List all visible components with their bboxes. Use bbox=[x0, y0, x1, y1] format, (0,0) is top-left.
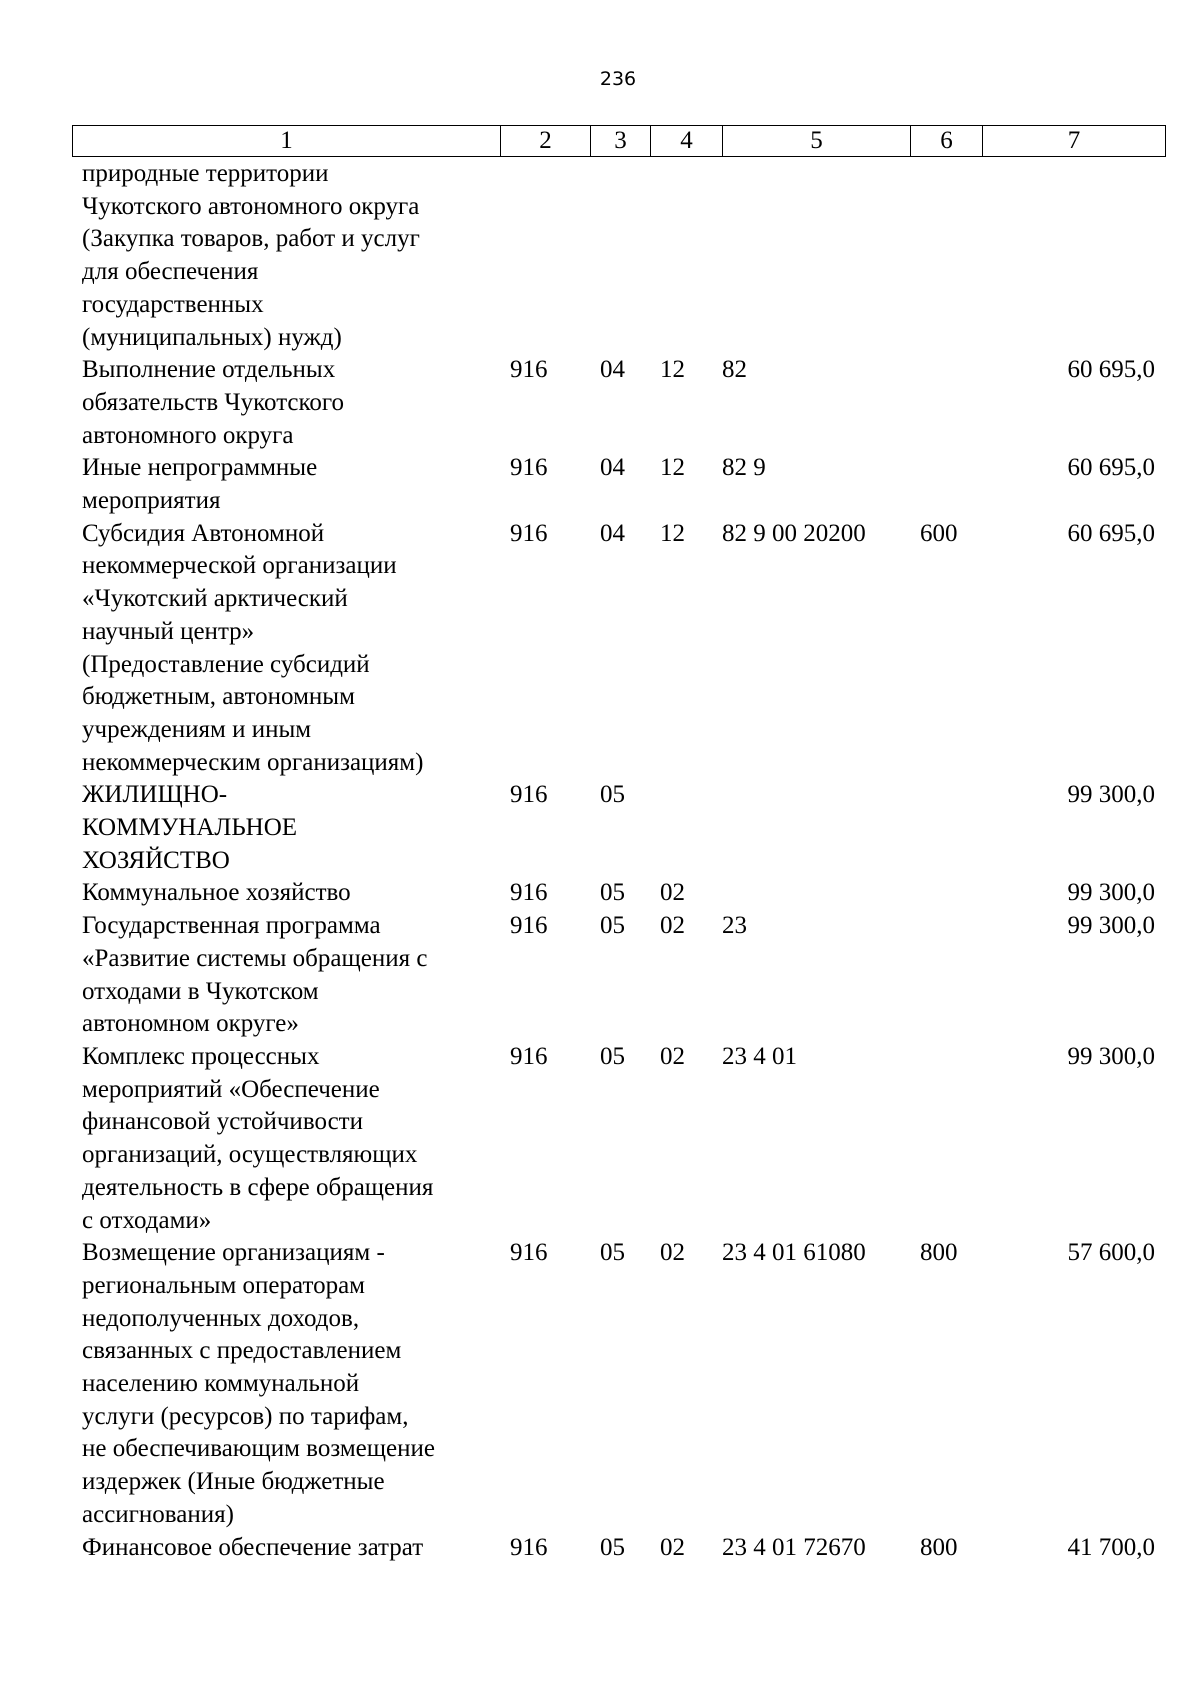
code-ministry: 916 bbox=[510, 781, 548, 809]
code-target: 82 bbox=[722, 356, 747, 384]
item-name: Иные непрограммные мероприятия bbox=[82, 454, 318, 515]
code-subsection bbox=[650, 779, 722, 877]
table-row bbox=[72, 910, 1165, 1041]
amount: 57 600,0 bbox=[1067, 1239, 1155, 1267]
code-section: 04 bbox=[600, 519, 625, 547]
code-target bbox=[722, 779, 910, 877]
amount bbox=[982, 158, 1165, 354]
code-target bbox=[722, 158, 910, 354]
column-header-table bbox=[72, 125, 1166, 157]
code-target: 82 9 bbox=[722, 454, 766, 482]
code-target: 82 9 00 20200 bbox=[722, 519, 866, 547]
code-subsection bbox=[650, 158, 722, 354]
table-row bbox=[72, 518, 1165, 780]
amount: 99 300,0 bbox=[1067, 912, 1155, 940]
item-name: Возмещение организациям - региональным операторам недополученных доходов, связанных с предоставлением населению коммунальной услуги (ресурсов) по тарифам, не обеспечивающим возмещение издержек (Иные бюджетные ассигнования) bbox=[82, 1239, 435, 1528]
item-name: Выполнение отдельных обязательств Чукотского автономного округа bbox=[82, 356, 345, 449]
code-expense-type bbox=[910, 354, 982, 452]
code-expense-type: 800 bbox=[920, 1533, 958, 1561]
item-name: Комплекс процессных мероприятий «Обеспечение финансовой устойчивости организаций, осуществляющих деятельность в сфере обращения с отходами» bbox=[82, 1042, 434, 1234]
code-subsection: 02 bbox=[660, 879, 685, 907]
code-expense-type: 600 bbox=[920, 519, 958, 547]
column-header: 1 bbox=[73, 126, 501, 157]
table-row bbox=[72, 1237, 1165, 1531]
code-target bbox=[722, 877, 910, 910]
table-row bbox=[72, 354, 1165, 452]
code-subsection: 12 bbox=[660, 356, 685, 384]
code-section: 04 bbox=[600, 454, 625, 482]
code-ministry: 916 bbox=[510, 1533, 548, 1561]
amount: 99 300,0 bbox=[1067, 1042, 1155, 1070]
code-expense-type bbox=[910, 877, 982, 910]
code-ministry: 916 bbox=[510, 454, 548, 482]
code-target: 23 4 01 72670 bbox=[722, 1533, 866, 1561]
column-header: 4 bbox=[651, 126, 723, 157]
column-header: 7 bbox=[983, 126, 1166, 157]
code-subsection: 02 bbox=[660, 1533, 685, 1561]
code-target: 23 4 01 61080 bbox=[722, 1239, 866, 1267]
column-header: 6 bbox=[911, 126, 983, 157]
item-name: Субсидия Автономной некоммерческой организации «Чукотский арктический научный центр» (Предоставление субсидий бюджетным, автономным учреждениям и иным некоммерческим организациям) bbox=[82, 519, 424, 776]
code-ministry: 916 bbox=[510, 912, 548, 940]
code-expense-type bbox=[910, 158, 982, 354]
code-subsection: 02 bbox=[660, 1042, 685, 1070]
page-number: 236 bbox=[599, 68, 637, 90]
table-row bbox=[72, 877, 1165, 910]
code-subsection: 02 bbox=[660, 1239, 685, 1267]
code-ministry: 916 bbox=[510, 519, 548, 547]
code-target: 23 4 01 bbox=[722, 1042, 797, 1070]
column-header-row bbox=[73, 126, 1166, 157]
code-ministry bbox=[500, 158, 590, 354]
amount: 60 695,0 bbox=[1067, 356, 1155, 384]
amount: 99 300,0 bbox=[1067, 879, 1155, 907]
budget-table-body bbox=[72, 158, 1165, 1564]
amount: 41 700,0 bbox=[1067, 1533, 1155, 1561]
amount: 99 300,0 bbox=[1067, 781, 1155, 809]
code-expense-type bbox=[910, 779, 982, 877]
code-section: 05 bbox=[600, 879, 625, 907]
item-name: Коммунальное хозяйство bbox=[82, 879, 351, 907]
amount: 60 695,0 bbox=[1067, 519, 1155, 547]
item-name: природные территории Чукотского автономного округа (Закупка товаров, работ и услуг для обеспечения государственных (муниципальных) нужд) bbox=[82, 160, 420, 351]
code-subsection: 02 bbox=[660, 912, 685, 940]
column-header: 2 bbox=[501, 126, 591, 157]
table-row bbox=[72, 1532, 1165, 1565]
amount: 60 695,0 bbox=[1067, 454, 1155, 482]
code-expense-type bbox=[910, 1041, 982, 1237]
code-section: 05 bbox=[600, 1533, 625, 1561]
code-ministry: 916 bbox=[510, 879, 548, 907]
code-target: 23 bbox=[722, 912, 747, 940]
item-name: ЖИЛИЩНО- КОММУНАЛЬНОЕ ХОЗЯЙСТВО bbox=[82, 781, 298, 874]
code-expense-type bbox=[910, 452, 982, 517]
code-section: 05 bbox=[600, 781, 625, 809]
table-row bbox=[72, 452, 1165, 517]
code-expense-type: 800 bbox=[920, 1239, 958, 1267]
code-ministry: 916 bbox=[510, 1042, 548, 1070]
code-section: 05 bbox=[600, 1239, 625, 1267]
column-header: 5 bbox=[723, 126, 911, 157]
code-section: 05 bbox=[600, 912, 625, 940]
code-expense-type bbox=[910, 910, 982, 1041]
code-subsection: 12 bbox=[660, 519, 685, 547]
code-ministry: 916 bbox=[510, 1239, 548, 1267]
code-subsection: 12 bbox=[660, 454, 685, 482]
item-name: Финансовое обеспечение затрат bbox=[82, 1533, 424, 1561]
code-section: 04 bbox=[600, 356, 625, 384]
column-header: 3 bbox=[591, 126, 651, 157]
item-name: Государственная программа «Развитие системы обращения с отходами в Чукотском автономном округе» bbox=[82, 912, 428, 1038]
code-ministry: 916 bbox=[510, 356, 548, 384]
table-row bbox=[72, 158, 1165, 354]
code-section bbox=[590, 158, 650, 354]
table-row bbox=[72, 779, 1165, 877]
code-section: 05 bbox=[600, 1042, 625, 1070]
table-row bbox=[72, 1041, 1165, 1237]
